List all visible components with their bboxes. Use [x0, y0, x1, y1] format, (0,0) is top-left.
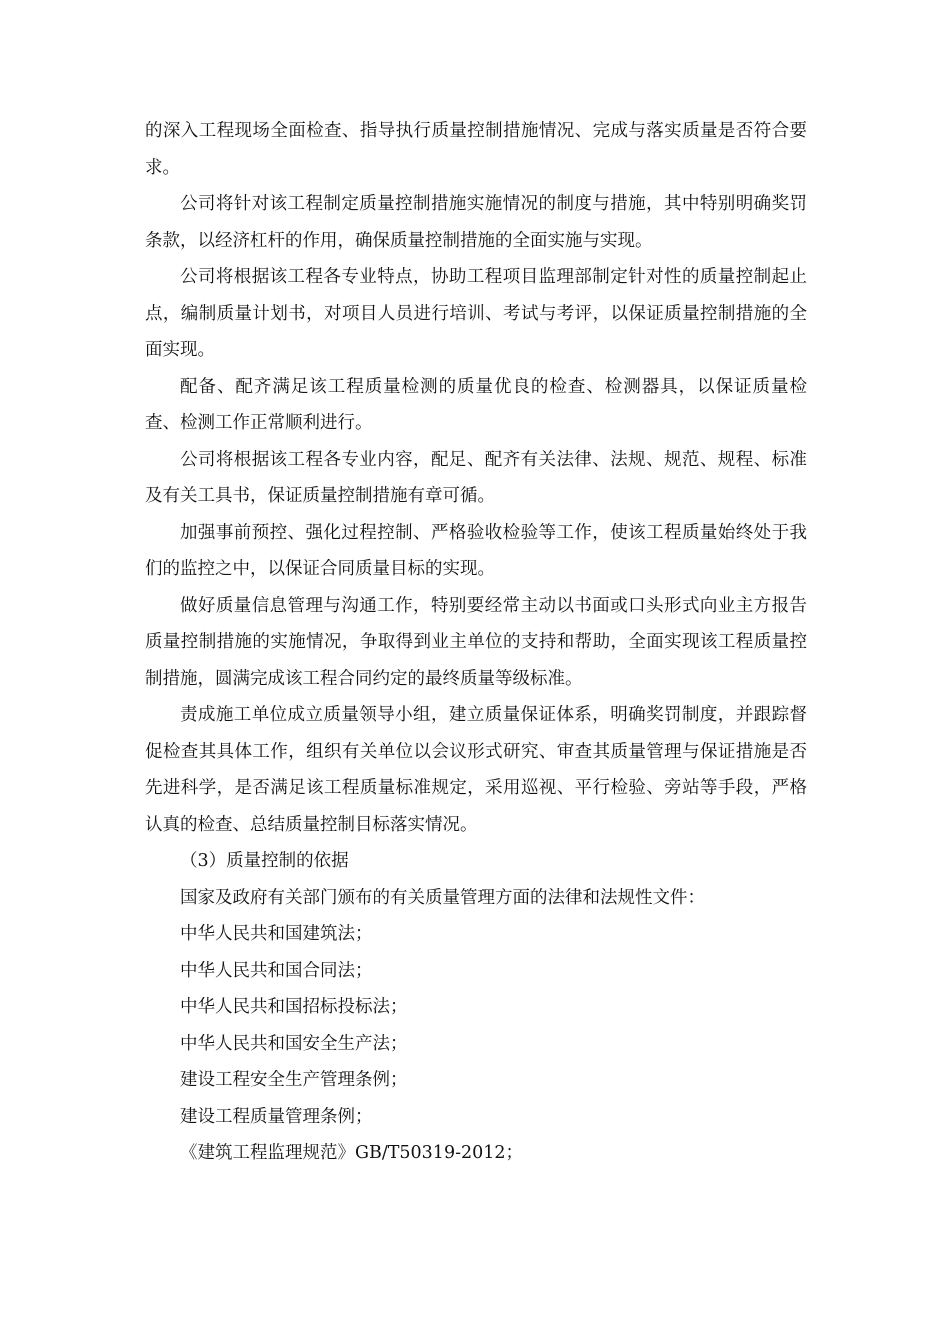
- paragraph-quality-team: 责成施工单位成立质量领导小组，建立质量保证体系，明确奖罚制度，并跟踪督促检查其具体工作，组织有关单位以会议形式研究、审查其质量管理与保证措施是否先进科学，是否满足该工程质量标准规定，采用巡视、平行检验、旁站等手段，严格认真的检查、总结质量控制目标落实情况。: [145, 705, 807, 835]
- paragraph-quality-plan: 公司将根据该工程各专业特点，协助工程项目监理部制定针对性的质量控制起止点，编制质量计划书，对项目人员进行培训、考试与考评，以保证质量控制措施的全面实现。: [145, 267, 807, 360]
- basis-item: 中华人民共和国合同法；: [180, 960, 373, 981]
- paragraph-reward-penalty: 公司将针对该工程制定质量控制措施实施情况的制度与措施，其中特别明确奖罚条款，以经济杠杆的作用，确保质量控制措施的全面实施与实现。: [145, 194, 807, 251]
- paragraph-continued: 的深入工程现场全面检查、指导执行质量控制措施情况、完成与落实质量是否符合要求。: [145, 121, 807, 178]
- basis-item: 《建筑工程监理规范》GB/T50319-2012；: [180, 1143, 524, 1163]
- basis-item: 建设工程质量管理条例；: [180, 1106, 373, 1127]
- paragraph-regulations: 公司将根据该工程各专业内容，配足、配齐有关法律、法规、规范、规程、标准及有关工具书，保证质量控制措施有章可循。: [145, 449, 807, 506]
- basis-item: 中华人民共和国安全生产法；: [180, 1033, 408, 1054]
- basis-item: 中华人民共和国建筑法；: [180, 924, 373, 944]
- section-heading: （3）质量控制的依据: [180, 851, 349, 871]
- document-page: [145, 113, 807, 1172]
- paragraph-process-control: 加强事前预控、强化过程控制、严格验收检验等工作，使该工程质量始终处于我们的监控之中，以保证合同质量目标的实现。: [145, 522, 807, 579]
- paragraph-information-management: 做好质量信息管理与沟通工作，特别要经常主动以书面或口头形式向业主方报告质量控制措施的实施情况，争取得到业主单位的支持和帮助，全面实现该工程质量控制措施，圆满完成该工程合同约定的最终质量等级标准。: [145, 595, 807, 689]
- basis-item: 中华人民共和国招标投标法；: [180, 997, 408, 1017]
- basis-item: 建设工程安全生产管理条例；: [180, 1070, 408, 1090]
- basis-intro: 国家及政府有关部门颁布的有关质量管理方面的法律和法规性文件：: [180, 887, 705, 908]
- paragraph-inspection-tools: 配备、配齐满足该工程质量检测的质量优良的检查、检测器具，以保证质量检查、检测工作正常顺利进行。: [145, 376, 807, 433]
